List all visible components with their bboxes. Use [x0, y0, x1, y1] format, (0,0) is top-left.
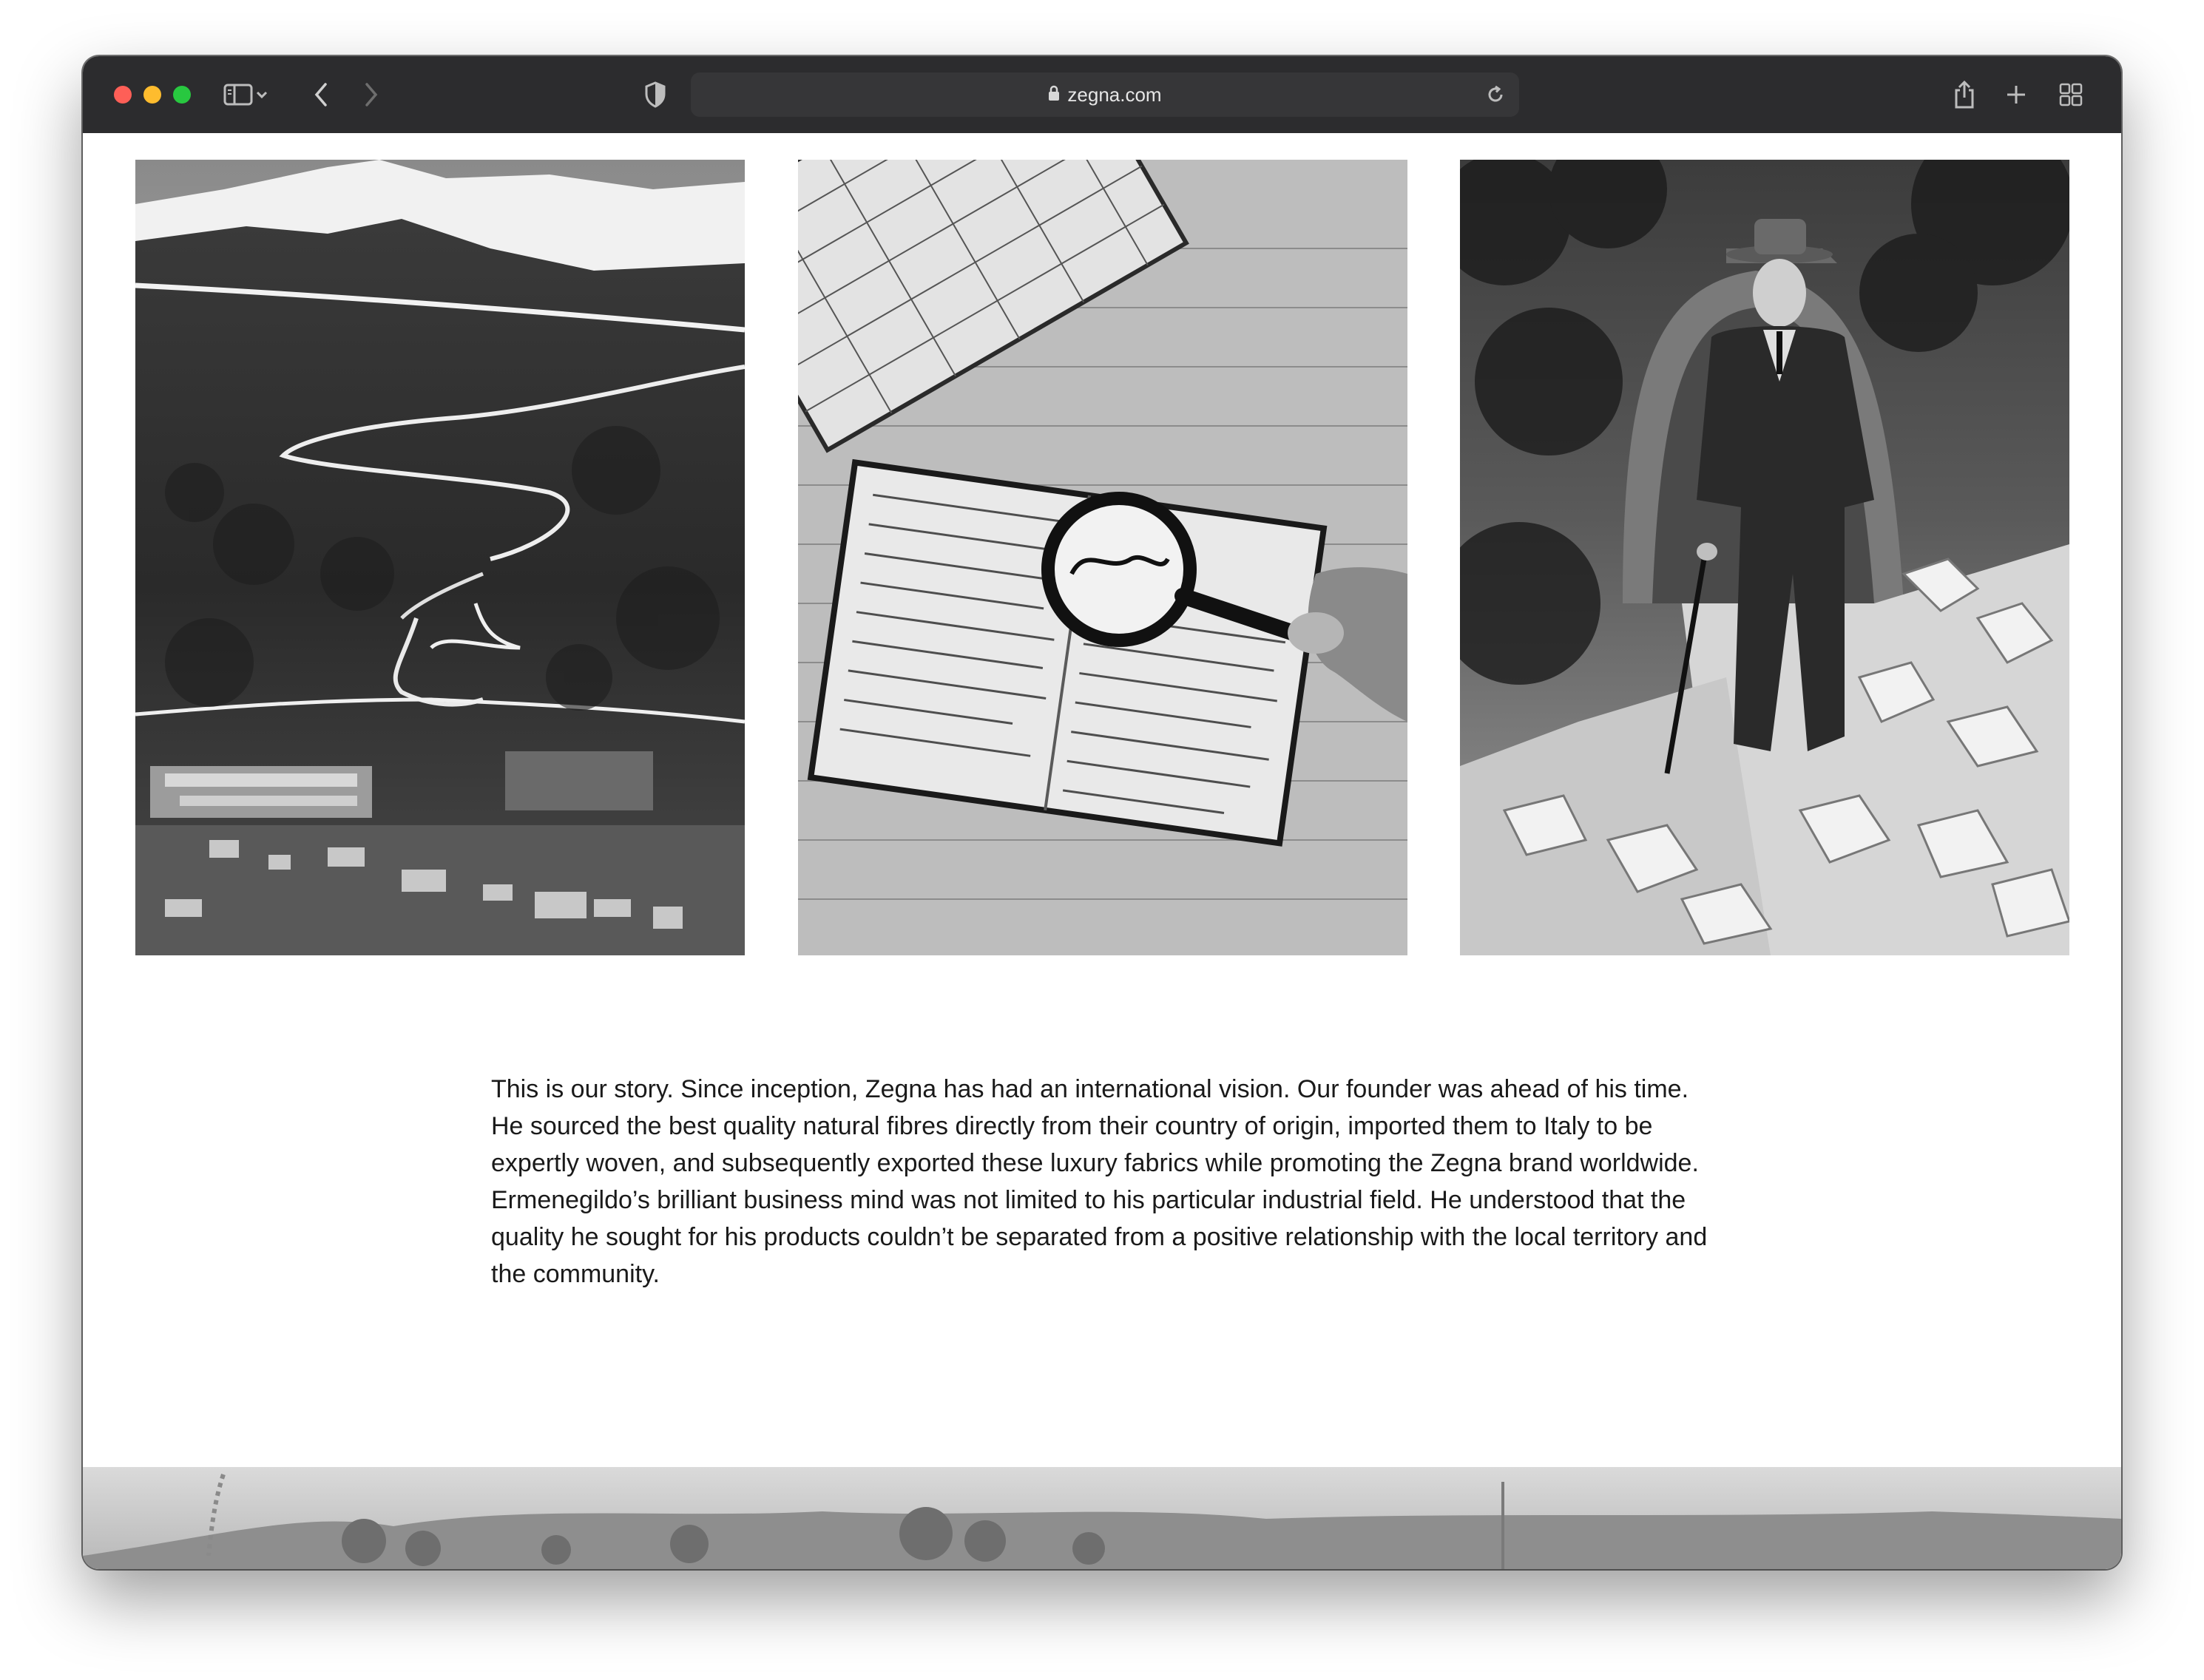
- lock-icon: [1048, 85, 1060, 105]
- story-paragraph: This is our story. Since inception, Zegna has had an international vision. Our founder was ahead of his time. He sourced the best quality natural fibres directly from their country of origin, imported them to Italy to be expertly woven, and subsequently exported these luxury fabrics while promoting the Zegna brand worldwide. Ermenegildo’s brilliant business mind was not limited to his particular industrial field. He understood that the quality he sought for his products couldn’t be separated from a positive relationship with the local territory and the community.: [491, 1075, 1708, 1288]
- landscape-photo: [83, 1467, 2121, 1569]
- chevron-down-icon[interactable]: [251, 77, 272, 112]
- zoom-window-button[interactable]: [173, 86, 191, 104]
- founder-portrait-photo: [1460, 160, 2069, 955]
- forward-icon[interactable]: [354, 77, 389, 112]
- reload-icon[interactable]: [1478, 77, 1513, 112]
- shield-icon[interactable]: [638, 77, 673, 112]
- url-text: zegna.com: [1067, 83, 1162, 106]
- page-content: [83, 133, 2121, 1569]
- address-bar[interactable]: [691, 72, 1519, 117]
- browser-window: [83, 56, 2121, 1569]
- sidebar-icon[interactable]: [220, 77, 256, 112]
- close-window-button[interactable]: [114, 86, 132, 104]
- plus-icon[interactable]: [1998, 77, 2034, 112]
- share-icon[interactable]: [1947, 77, 1982, 112]
- browser-toolbar: [83, 56, 2121, 133]
- tab-overview-icon[interactable]: [2053, 77, 2089, 112]
- ledger-magnifier-photo: [798, 160, 1407, 955]
- mountain-valley-photo: [135, 160, 745, 955]
- minimize-window-button[interactable]: [143, 86, 161, 104]
- back-icon[interactable]: [303, 77, 339, 112]
